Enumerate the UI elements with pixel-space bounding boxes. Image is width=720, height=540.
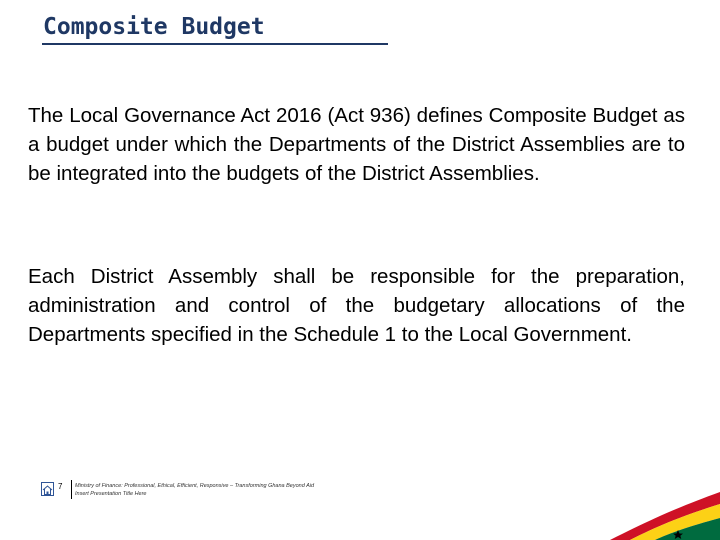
- paragraph-responsibility: Each District Assembly shall be responsible for the preparation, administration and control of the budgetary allocations of the Departments specified in the Schedule 1 to the Local Government.: [28, 265, 685, 346]
- title-underline: [42, 43, 388, 45]
- page-number: 7: [58, 482, 63, 491]
- ghana-flag-ribbon: [600, 470, 720, 540]
- slide-title: Composite Budget: [43, 14, 265, 40]
- footer-presentation-title: Insert Presentation Title Here: [75, 491, 147, 497]
- footer-divider: [71, 480, 72, 499]
- paragraph-definition: The Local Governance Act 2016 (Act 936) defines Composite Budget as a budget under which the Departments of the District Assemblies are to be integrated into the budgets of the District Assemblies.: [28, 104, 685, 185]
- footer-ministry-line: Ministry of Finance: Professional, Ethical, Efficient, Responsive – Transforming Ghana Beyond Aid: [75, 483, 315, 489]
- home-icon[interactable]: [41, 482, 54, 496]
- footer-text: [75, 482, 314, 498]
